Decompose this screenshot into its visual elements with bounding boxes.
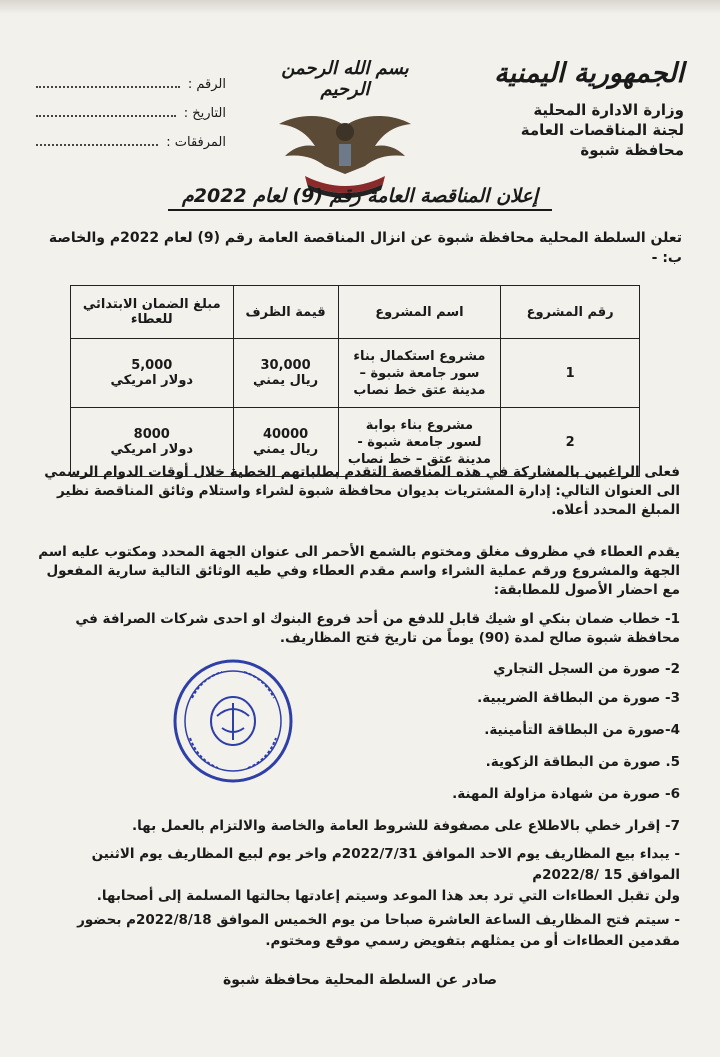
envelope-price-cell bbox=[233, 339, 338, 408]
list-item: 7- إقرار خطي بالاطلاع على مصفوفة للشروط العامة والخاصة والالتزام بالعمل بها. bbox=[131, 818, 680, 834]
header-project-name: اسم المشروع bbox=[338, 286, 501, 339]
envelope-price-unit: ريال يمني bbox=[253, 373, 319, 388]
envelope-price: 30,000 bbox=[260, 358, 311, 373]
guarantee-unit: دولار امريكي bbox=[110, 373, 194, 388]
list-item: 1- خطاب ضمان بنكي او شيك قابل للدفع من أحد فروع البنوك او احدى شركات الصرافة في محافظة شبوة صالح لمدة (90) يوماً من تاريخ فتح المظاريف. bbox=[75, 611, 680, 646]
attachments-row bbox=[36, 134, 226, 150]
header-project-no: رقم المشروع bbox=[501, 286, 640, 339]
table-row bbox=[71, 339, 640, 408]
letterhead-right bbox=[474, 58, 684, 161]
basmala: بسم الله الرحمن الرحيم bbox=[281, 58, 409, 100]
project-name: مشروع بناء بوابة لسور جامعة شبوة - مدينة عتق – خط نصاب bbox=[338, 408, 501, 477]
date-row bbox=[36, 105, 226, 121]
project-name: مشروع استكمال بناء سور جامعة شبوة – مدينة عتق خط نصاب bbox=[338, 339, 501, 408]
scan-edge bbox=[0, 0, 720, 14]
title-text: إعلان المناقصة العامة رقم (9) لعام 2022م bbox=[168, 185, 552, 211]
opening-note: - سيتم فتح المظاريف الساعة العاشرة صباحا من يوم الخميس الموافق 2022/8/18م بحضور مقدمين العطاءات أو من يمثلهم بتفويض رسمي موقع ومختوم. bbox=[77, 912, 680, 949]
project-no: 1 bbox=[501, 339, 640, 408]
ref-dots bbox=[36, 76, 180, 88]
list-item: 6- صورة من شهادة مزاولة المهنة. bbox=[452, 786, 680, 802]
submission-paragraph: يقدم العطاء في مظروف مغلق ومختوم بالشمع الأحمر الى عنوان الجهة المحدد ومكتوب عليه اسم الجهة والمشروع ورقم عملية الشراء واسم مقدم العطاء وفي طيه الوثائق التالية سارية المفعول مع احضار الأصول للمطابقة: bbox=[38, 544, 680, 598]
announcement-title bbox=[0, 185, 720, 207]
envelope-price-unit: ريال يمني bbox=[253, 442, 319, 457]
sale-dates-note bbox=[38, 844, 680, 907]
attachments-dots bbox=[36, 134, 158, 146]
list-item: 4-صورة من البطاقة التأمينية. bbox=[484, 722, 680, 738]
project-no: 2 bbox=[501, 408, 640, 477]
projects-table bbox=[70, 285, 640, 477]
envelope-price: 40000 bbox=[262, 427, 309, 442]
participation-paragraph: فعلى الراغبين بالمشاركة في هذه المناقصة التقدم بطلباتهم الخطية خلال أوقات الدوام الرسمي الى العنوان التالي: إدارة المشتريات بديوان محافظة شبوة لشراء واستلام وثائق المناقصة نظير المبلغ المحدد أعلاه. bbox=[44, 464, 680, 518]
list-item: 3- صورة من البطاقة الضريبية. bbox=[477, 690, 680, 706]
governorate-name: محافظة شبوة bbox=[580, 141, 684, 159]
republic-name: الجمهورية اليمنية bbox=[494, 58, 684, 89]
attachments-label: المرفقات : bbox=[166, 135, 226, 150]
date-label: التاريخ : bbox=[183, 106, 226, 121]
issuer-footer: صادر عن السلطة المحلية محافظة شبوة bbox=[223, 972, 497, 988]
sale-dates-line: - يبداء بيع المظاريف يوم الاحد الموافق 2022/7/31م واخر يوم لبيع المظاريف يوم الاثنين الموافق 15 /2022/8م bbox=[91, 846, 680, 883]
header-guarantee: مبلغ الضمان الابتدائي للعطاء bbox=[71, 286, 234, 339]
guarantee-amount: 8000 bbox=[133, 427, 170, 442]
official-stamp-icon bbox=[172, 658, 294, 784]
intro-paragraph: تعلن السلطة المحلية محافظة شبوة عن انزال المناقصة العامة رقم (9) لعام 2022م والخاصة ب: - bbox=[48, 230, 682, 266]
guarantee-amount: 5,000 bbox=[131, 358, 173, 373]
ref-label: الرقم : bbox=[187, 77, 226, 92]
guarantee-unit: دولار امريكي bbox=[110, 442, 194, 457]
committee-name: لجنة المناقصات العامة bbox=[520, 121, 684, 139]
list-item: 2- صورة من السجل التجاري bbox=[493, 661, 680, 677]
ministry-name: وزارة الادارة المحلية bbox=[533, 101, 684, 119]
table-header-row bbox=[71, 286, 640, 339]
reference-fields bbox=[36, 76, 226, 163]
ref-row bbox=[36, 76, 226, 92]
late-bids-line: ولن تقبل العطاءات التي ترد بعد هذا الموعد وسيتم إعادتها بحالتها المسلمة إلى أصحابها. bbox=[96, 888, 680, 904]
letterhead-center bbox=[255, 58, 435, 204]
header-envelope-price: قيمة الظرف bbox=[233, 286, 338, 339]
required-documents-list bbox=[38, 610, 680, 836]
date-dots bbox=[36, 105, 176, 117]
list-item: 5. صورة من البطاقة الزكوية. bbox=[485, 754, 680, 770]
guarantee-cell bbox=[71, 339, 234, 408]
